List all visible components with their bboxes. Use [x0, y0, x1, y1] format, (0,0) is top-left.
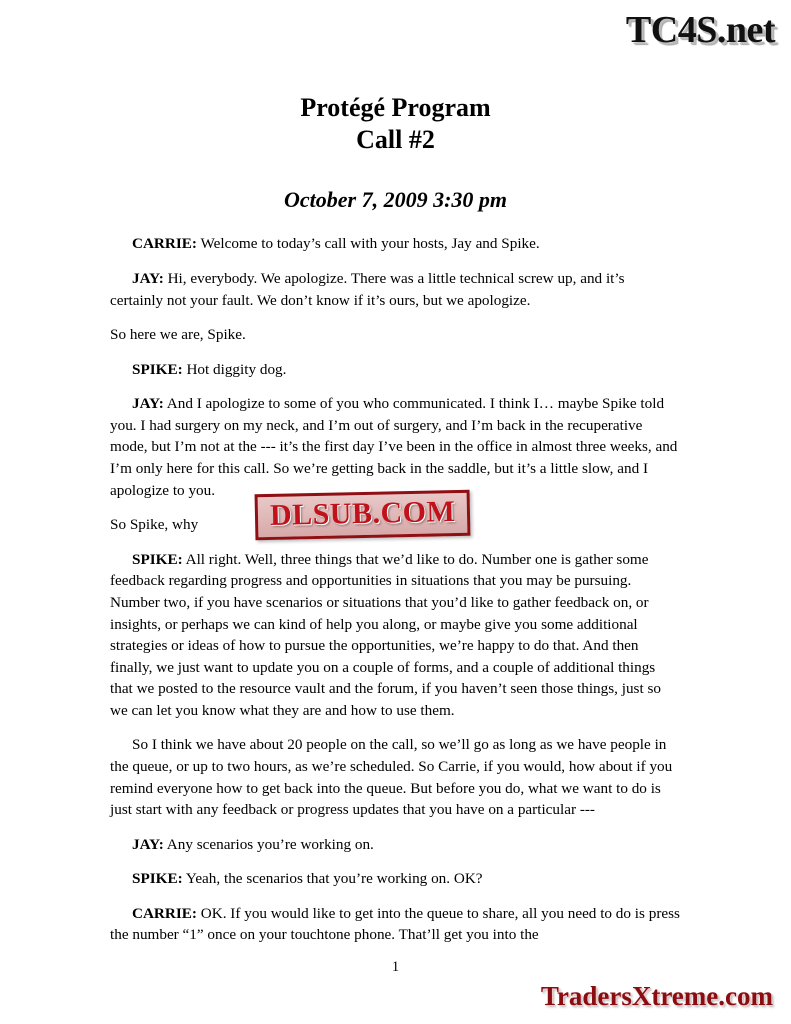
- paragraph-text: Hi, everybody. We apologize. There was a little technical screw up, and it’s certainly not your fault. We don’t know if it’s ours, but we apologize.: [110, 270, 625, 309]
- page-title-line1: Protégé Program: [300, 93, 491, 122]
- page-title-line2: Call #2: [356, 124, 435, 154]
- transcript-paragraph: [110, 268, 681, 311]
- transcript-paragraph: [110, 549, 681, 722]
- paragraph-text: Hot diggity dog.: [182, 360, 287, 378]
- page-title: [52, 92, 739, 155]
- transcript-paragraph: [110, 359, 681, 381]
- transcript-paragraph: [110, 903, 681, 946]
- paragraph-text: So I think we have about 20 people on the call, so we’ll go as long as we have people in the queue, or up to two hours, as we’re scheduled. So Carrie, if you would, how about if you remind everyone how to get back into the queue. But before you do, what we want to do is just start with any feedback or progress updates that you have on a particular ---: [110, 736, 673, 819]
- speaker-label: JAY:: [132, 270, 164, 288]
- paragraph-text: Any scenarios you’re working on.: [163, 835, 374, 853]
- page-number: 1: [391, 959, 400, 975]
- paragraph-text: OK. If you would like to get into the queue to share, all you need to do is press the number “1” once on your touchtone phone. That’ll get you into the: [110, 904, 680, 944]
- paragraph-text: So Spike, why: [110, 516, 199, 534]
- transcript-paragraph: [110, 393, 681, 501]
- paragraph-text: Yeah, the scenarios that you’re working on. OK?: [182, 870, 483, 888]
- paragraph-text: All right. Well, three things that we’d like to do. Number one is gather some feedback regarding progress and opportunities in situations that you may be pursuing. Number two, if you have scenarios or situations that you’d like to gather feedback on, or insights, or perhaps we can kind of help you along, or maybe give you some additional strategies or ideas of how to pursue the opportunities, we’re happy to do that. And then finally, we just want to update you on a couple of forms, and a couple of additional things that we posted to the resource vault and the forum, if you haven’t seen those things, just so we can let you know what they are and how to use them.: [110, 550, 661, 719]
- watermark-center-stamp: DLSUB.COM: [255, 490, 471, 541]
- transcript-paragraph: [110, 868, 681, 890]
- document-date: October 7, 2009 3:30 pm: [283, 187, 508, 213]
- speaker-label: JAY:: [132, 835, 164, 853]
- transcript-paragraph: [110, 734, 681, 820]
- paragraph-text: And I apologize to some of you who communicated. I think I… maybe Spike told you. I had surgery on my neck, and I’m out of surgery, and I’m back in the recuperative mode, but I’m not at the --- it’s the first day I’ve been in the office in almost three weeks, and I’m only here for this call. So we’re getting back in the saddle, but it’s a little slow, and I apologize to you.: [110, 395, 678, 499]
- watermark-bottom-right: TradersXtreme.com: [540, 981, 773, 1011]
- transcript-body: [52, 233, 739, 946]
- transcript-paragraph: [110, 233, 681, 255]
- watermark-top-right: TC4S.net: [625, 9, 775, 51]
- transcript-paragraph: [110, 834, 681, 856]
- speaker-label: SPIKE:: [132, 360, 183, 378]
- speaker-label: CARRIE:: [132, 235, 197, 253]
- paragraph-text: Welcome to today’s call with your hosts, Jay and Spike.: [196, 235, 540, 253]
- speaker-label: SPIKE:: [132, 870, 183, 888]
- paragraph-text: So here we are, Spike.: [110, 326, 246, 344]
- speaker-label: JAY:: [132, 395, 164, 413]
- speaker-label: SPIKE:: [132, 550, 183, 568]
- speaker-label: CARRIE:: [132, 904, 197, 922]
- transcript-paragraph: [110, 324, 681, 346]
